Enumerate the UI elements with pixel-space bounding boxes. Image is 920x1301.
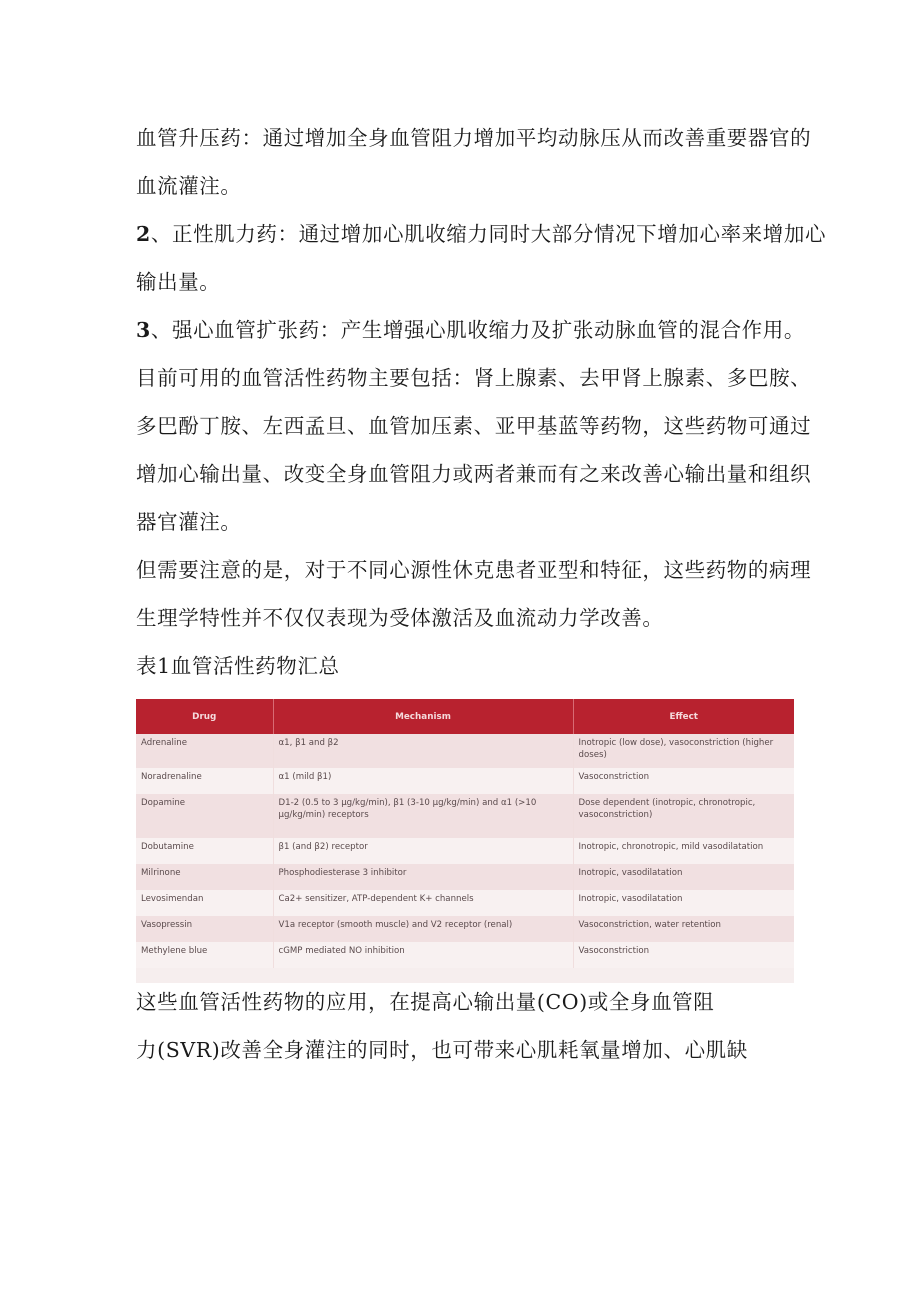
cell-drug: Dobutamine	[136, 838, 273, 864]
cell-effect: Inotropic, vasodilatation	[573, 890, 794, 916]
cell-drug: Milrinone	[136, 864, 273, 890]
cell-drug: Levosimendan	[136, 890, 273, 916]
table-row	[136, 794, 794, 838]
cell-mechanism: Ca2+ sensitizer, ATP-dependent K+ channels	[273, 890, 573, 916]
paragraph-line: 这些血管活性药物的应用，在提高心输出量(CO)或全身血管阻	[136, 990, 715, 1014]
header-drug: Drug	[136, 699, 273, 734]
cell-drug: Methylene blue	[136, 942, 273, 968]
paragraph-line: 输出量。	[136, 270, 221, 294]
list-item-2: 2、正性肌力药：通过增加心肌收缩力同时大部分情况下增加心率来增加心	[136, 222, 827, 246]
table-caption: 表1血管活性药物汇总	[136, 654, 340, 678]
table-row	[136, 864, 794, 890]
cell-mechanism: cGMP mediated NO inhibition	[273, 942, 573, 968]
paragraph-line: 血管升压药：通过增加全身血管阻力增加平均动脉压从而改善重要器官的	[136, 126, 812, 150]
paragraph-line: 生理学特性并不仅仅表现为受体激活及血流动力学改善。	[136, 606, 664, 630]
cell-drug: Noradrenaline	[136, 768, 273, 794]
header-effect: Effect	[573, 699, 794, 734]
cell-effect: Dose dependent (inotropic, chronotropic, vasoconstriction)	[573, 794, 794, 838]
header-mechanism: Mechanism	[273, 699, 573, 734]
cell-effect: Inotropic, vasodilatation	[573, 864, 794, 890]
table-header-row	[136, 699, 794, 734]
cell-mechanism: Phosphodiesterase 3 inhibitor	[273, 864, 573, 890]
table-row	[136, 942, 794, 968]
cell-effect: Inotropic (low dose), vasoconstriction (higher doses)	[573, 734, 794, 768]
paragraph-line: 目前可用的血管活性药物主要包括：肾上腺素、去甲肾上腺素、多巴胺、	[136, 366, 812, 390]
cell-drug: Adrenaline	[136, 734, 273, 768]
cell-mechanism: β1 (and β2) receptor	[273, 838, 573, 864]
list-item-3: 3、强心血管扩张药：产生增强心肌收缩力及扩张动脉血管的混合作用。	[136, 318, 805, 342]
cell-effect: Vasoconstriction, water retention	[573, 916, 794, 942]
cell-effect: Vasoconstriction	[573, 768, 794, 794]
cell-effect: Inotropic, chronotropic, mild vasodilatation	[573, 838, 794, 864]
table-row	[136, 768, 794, 794]
table-row	[136, 890, 794, 916]
paragraph-line: 但需要注意的是，对于不同心源性休克患者亚型和特征，这些药物的病理	[136, 558, 812, 582]
paragraph-line: 增加心输出量、改变全身血管阻力或两者兼而有之来改善心输出量和组织	[136, 462, 812, 486]
paragraph-line: 血流灌注。	[136, 174, 242, 198]
cell-mechanism: α1, β1 and β2	[273, 734, 573, 768]
table-row	[136, 916, 794, 942]
cell-effect: Vasoconstriction	[573, 942, 794, 968]
paragraph-line: 多巴酚丁胺、左西孟旦、血管加压素、亚甲基蓝等药物，这些药物可通过	[136, 414, 812, 438]
cell-drug: Vasopressin	[136, 916, 273, 942]
vasoactive-drug-table	[136, 699, 794, 983]
cell-mechanism: α1 (mild β1)	[273, 768, 573, 794]
cell-mechanism: V1a receptor (smooth muscle) and V2 receptor (renal)	[273, 916, 573, 942]
cell-mechanism: D1-2 (0.5 to 3 μg/kg/min), β1 (3-10 μg/kg/min) and α1 (>10 μg/kg/min) receptors	[273, 794, 573, 838]
paragraph-line: 力(SVR)改善全身灌注的同时，也可带来心肌耗氧量增加、心肌缺	[136, 1038, 748, 1062]
table-row	[136, 838, 794, 864]
table-row	[136, 734, 794, 768]
cell-drug: Dopamine	[136, 794, 273, 838]
paragraph-line: 器官灌注。	[136, 510, 242, 534]
